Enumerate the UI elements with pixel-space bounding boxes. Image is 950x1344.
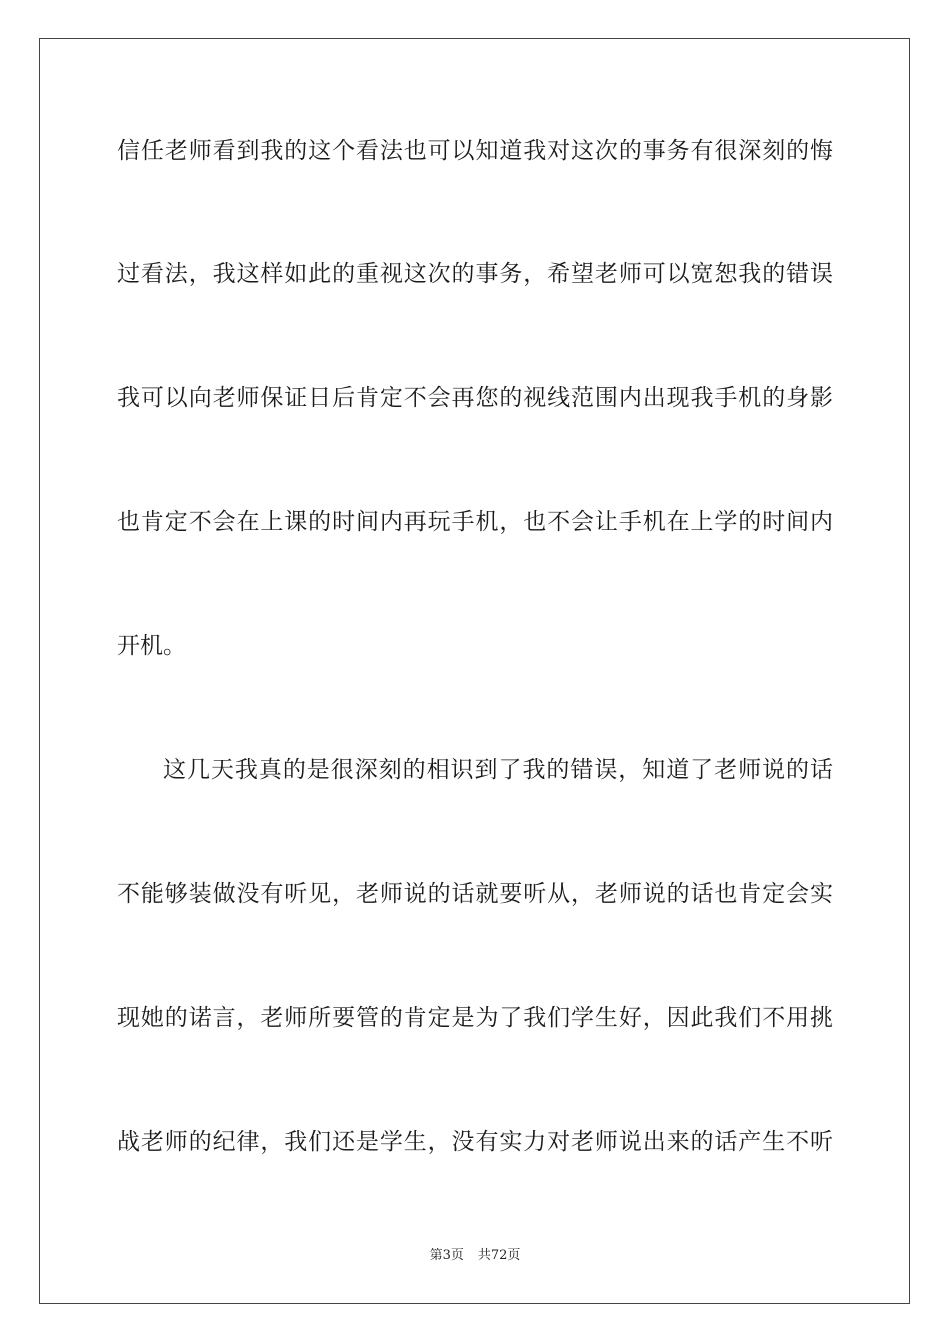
body-text-line: 过看法，我这样如此的重视这次的事务，希望老师可以宽恕我的错误 <box>117 261 833 287</box>
page-number: 第3页 <box>429 1248 464 1263</box>
body-text-line: 我可以向老师保证日后肯定不会再您的视线范围内出现我手机的身影 <box>117 385 833 411</box>
page-footer <box>0 1248 950 1264</box>
page-total: 共72页 <box>477 1248 521 1263</box>
body-text-line: 不能够装做没有听见，老师说的话就要听从，老师说的话也肯定会实 <box>117 881 833 907</box>
body-text-line: 现她的诺言，老师所要管的肯定是为了我们学生好，因此我们不用挑 <box>117 1005 833 1031</box>
body-text-line: 开机。 <box>117 633 186 659</box>
page-border <box>39 38 910 1304</box>
body-text-line: 也肯定不会在上课的时间内再玩手机，也不会让手机在上学的时间内 <box>117 509 833 535</box>
paragraph-first-line: 这几天我真的是很深刻的相识到了我的错误，知道了老师说的话 <box>163 757 833 783</box>
body-text-line: 战老师的纪律，我们还是学生，没有实力对老师说出来的话产生不听 <box>117 1129 833 1155</box>
body-text-line: 信任老师看到我的这个看法也可以知道我对这次的事务有很深刻的悔 <box>117 138 833 164</box>
